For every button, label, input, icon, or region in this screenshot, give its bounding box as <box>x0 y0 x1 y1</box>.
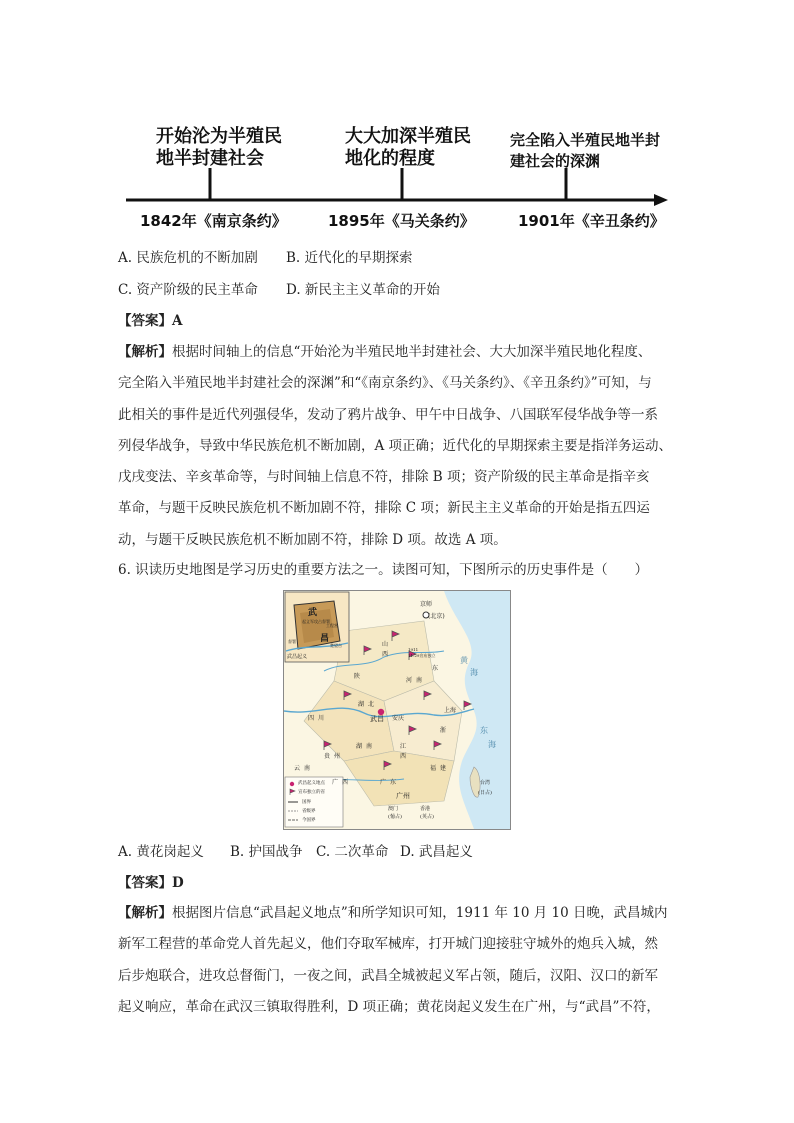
map-province-label: 西 <box>382 651 389 658</box>
inset-title: 武昌起义 <box>287 654 308 660</box>
map-label-anqing: 安庆 <box>392 715 405 722</box>
analysis-line: 戊戌变法、辛亥革命等，与时间轴上信息不符，排除 B 项；资产阶级的民主革命是指辛亥 <box>118 469 650 486</box>
q5-option-a: A. 民族危机的不断加剧 <box>118 250 258 266</box>
map-sea-label: 黄 <box>460 656 468 665</box>
inset-label: 楚望台 <box>330 643 342 648</box>
q6-analysis <box>118 898 678 1023</box>
map-province-label: 南 <box>416 677 423 684</box>
q5-option-b: B. 近代化的早期探索 <box>286 250 413 266</box>
analysis-line: 完全陷入半殖民地半封建社会的深渊”和“《南京条约》、《马关条约》、《辛丑条约》”可知，与 <box>118 375 652 392</box>
analysis-line: 后步炮联合，进攻总督衙门，一夜之间，武昌全城被起义军占领，随后，汉阳、汉口的新军 <box>118 967 658 984</box>
timeline-event-label: 大大加深半殖民 地化的程度 <box>345 126 471 169</box>
q6-stem: 6. 识读历史地图是学习历史的重要方法之一。读图可知，下图所示的历史事件是（ ） <box>118 562 649 578</box>
q5-options-row-2 <box>118 280 440 300</box>
map-province-label: 广 <box>332 779 339 786</box>
analysis-line: 新军工程营的革命党人首先起义，他们夺取军械库，打开城门迎接驻守城外的炮兵入城，然 <box>118 936 658 953</box>
map-date-note: 11.29宣布独立 <box>408 653 436 658</box>
map-province-label: 川 <box>318 715 325 722</box>
timeline-date: 1901年《辛丑条约》 <box>518 212 665 230</box>
inset-label: 武 <box>308 608 318 618</box>
inset-label: 督署 <box>288 639 296 644</box>
map-wuchang-uprising <box>283 590 511 830</box>
map-label-xianggang: 香港 <box>420 806 431 812</box>
map-label-guangzhou: 广州 <box>396 792 410 800</box>
map-province-label: 四 <box>308 715 315 722</box>
analysis-tag: 【解析】 <box>118 905 172 921</box>
q6-answer: 【答案】D <box>118 875 184 891</box>
analysis-line: 列侵华战争，导致中华民族危机不断加剧，A 项正确；近代化的早期探索主要是指洋务运动、 <box>118 437 673 454</box>
inset-label: 昌 <box>320 634 330 644</box>
map-province-label: 广 <box>380 779 387 786</box>
map-date-note: 1911 <box>408 647 419 652</box>
timeline <box>118 120 678 240</box>
map-legend-item: 国界 <box>302 800 311 805</box>
analysis-tag: 【解析】 <box>118 344 172 360</box>
map-province-label: 浙 <box>440 727 447 734</box>
map-province-label: 州 <box>334 753 341 760</box>
q5-answer: 【答案】A <box>118 313 183 329</box>
map-legend-item: 今国界 <box>302 818 316 823</box>
map-province-label: 云 <box>294 765 301 772</box>
map-label-taiwan: 台湾 <box>480 780 491 786</box>
map-province-label: 南 <box>304 765 311 772</box>
q6-option-d: D. 武昌起义 <box>400 844 473 860</box>
q6-options-row <box>118 842 473 862</box>
map-province-label: 江 <box>400 743 407 750</box>
q6-option-b: B. 护国战争 <box>230 844 303 860</box>
analysis-line: 动，与题干反映民族危机不断加剧不符，排除 D 项。故选 A 项。 <box>118 531 507 548</box>
analysis-line: 此相关的事件是近代列强侵华，发动了鸦片战争、甲午中日战争、八国联军侵华战争等一系 <box>118 406 658 423</box>
q5-analysis <box>118 337 678 556</box>
map-legend-item: 宣布独立的省 <box>298 790 325 795</box>
map-legend-item: 武昌起义地点 <box>298 781 325 786</box>
analysis-line: 根据时间轴上的信息“开始沦为半殖民地半封建社会、大大加深半殖民地化程度、 <box>172 344 652 360</box>
map-province-label: 湖 <box>356 743 363 750</box>
map-label-taiwan-sub: (日占) <box>478 790 492 796</box>
q6-option-c: C. 二次革命 <box>316 844 389 860</box>
map-sea-label: 东 <box>480 726 488 735</box>
map-label-capital: 京师 <box>420 601 433 608</box>
map-label-xianggang-sub: (英占) <box>420 814 434 820</box>
q5-option-d: D. 新民主主义革命的开始 <box>286 282 440 298</box>
map-province-label: 河 <box>406 677 413 684</box>
map-province-label: 东 <box>432 665 439 672</box>
inset-label: 工程营 <box>326 623 338 628</box>
map-province-label: 福 <box>430 765 437 772</box>
map-province-label: 山 <box>382 641 389 648</box>
analysis-line: 革命，与题干反映民族危机不断加剧不符，排除 C 项；新民主主义革命的开始是指五四运 <box>118 500 650 517</box>
map-province-label: 西 <box>342 779 349 786</box>
map-label-aomen-sub: (葡占) <box>388 814 402 820</box>
map-province-label: 建 <box>440 765 447 772</box>
q6-option-a: A. 黄花岗起义 <box>118 844 204 860</box>
map-province-label: 东 <box>390 779 397 786</box>
map-label-aomen: 澳门 <box>388 806 399 812</box>
map-province-label: 北 <box>368 701 375 708</box>
inset-label: 起义军攻占督署 <box>302 619 330 624</box>
analysis-line: 起义响应，革命在武汉三镇取得胜利，D 项正确；黄花岗起义发生在广州，与“武昌”不符， <box>118 998 660 1015</box>
map-sea-label: 海 <box>470 668 478 677</box>
map-label-wuchang: 武昌 <box>370 715 384 723</box>
timeline-event-label: 开始沦为半殖民 地半封建社会 <box>156 126 282 169</box>
map-sea-label: 海 <box>488 740 496 749</box>
map-label-shanghai: 上海 <box>444 707 457 714</box>
analysis-line: 根据图片信息“武昌起义地点”和所学知识可知，1911 年 10 月 10 日晚，武昌城内 <box>172 905 668 921</box>
map-province-label: 西 <box>400 753 407 760</box>
map-legend-item: 省级界 <box>302 809 316 814</box>
q5-option-c: C. 资产阶级的民主革命 <box>118 282 258 298</box>
q5-options-row-1 <box>118 248 413 268</box>
timeline-date: 1842年《南京条约》 <box>140 212 287 230</box>
map-province-label: 湖 <box>358 701 365 708</box>
map-province-label: 陕 <box>354 673 361 680</box>
map-province-label: 南 <box>366 743 373 750</box>
map-label-capital-sub: (北京) <box>428 613 445 620</box>
map-province-label: 贵 <box>324 753 331 760</box>
timeline-date: 1895年《马关条约》 <box>328 212 475 230</box>
timeline-event-label: 完全陷入半殖民地半封 建社会的深渊 <box>510 131 661 170</box>
